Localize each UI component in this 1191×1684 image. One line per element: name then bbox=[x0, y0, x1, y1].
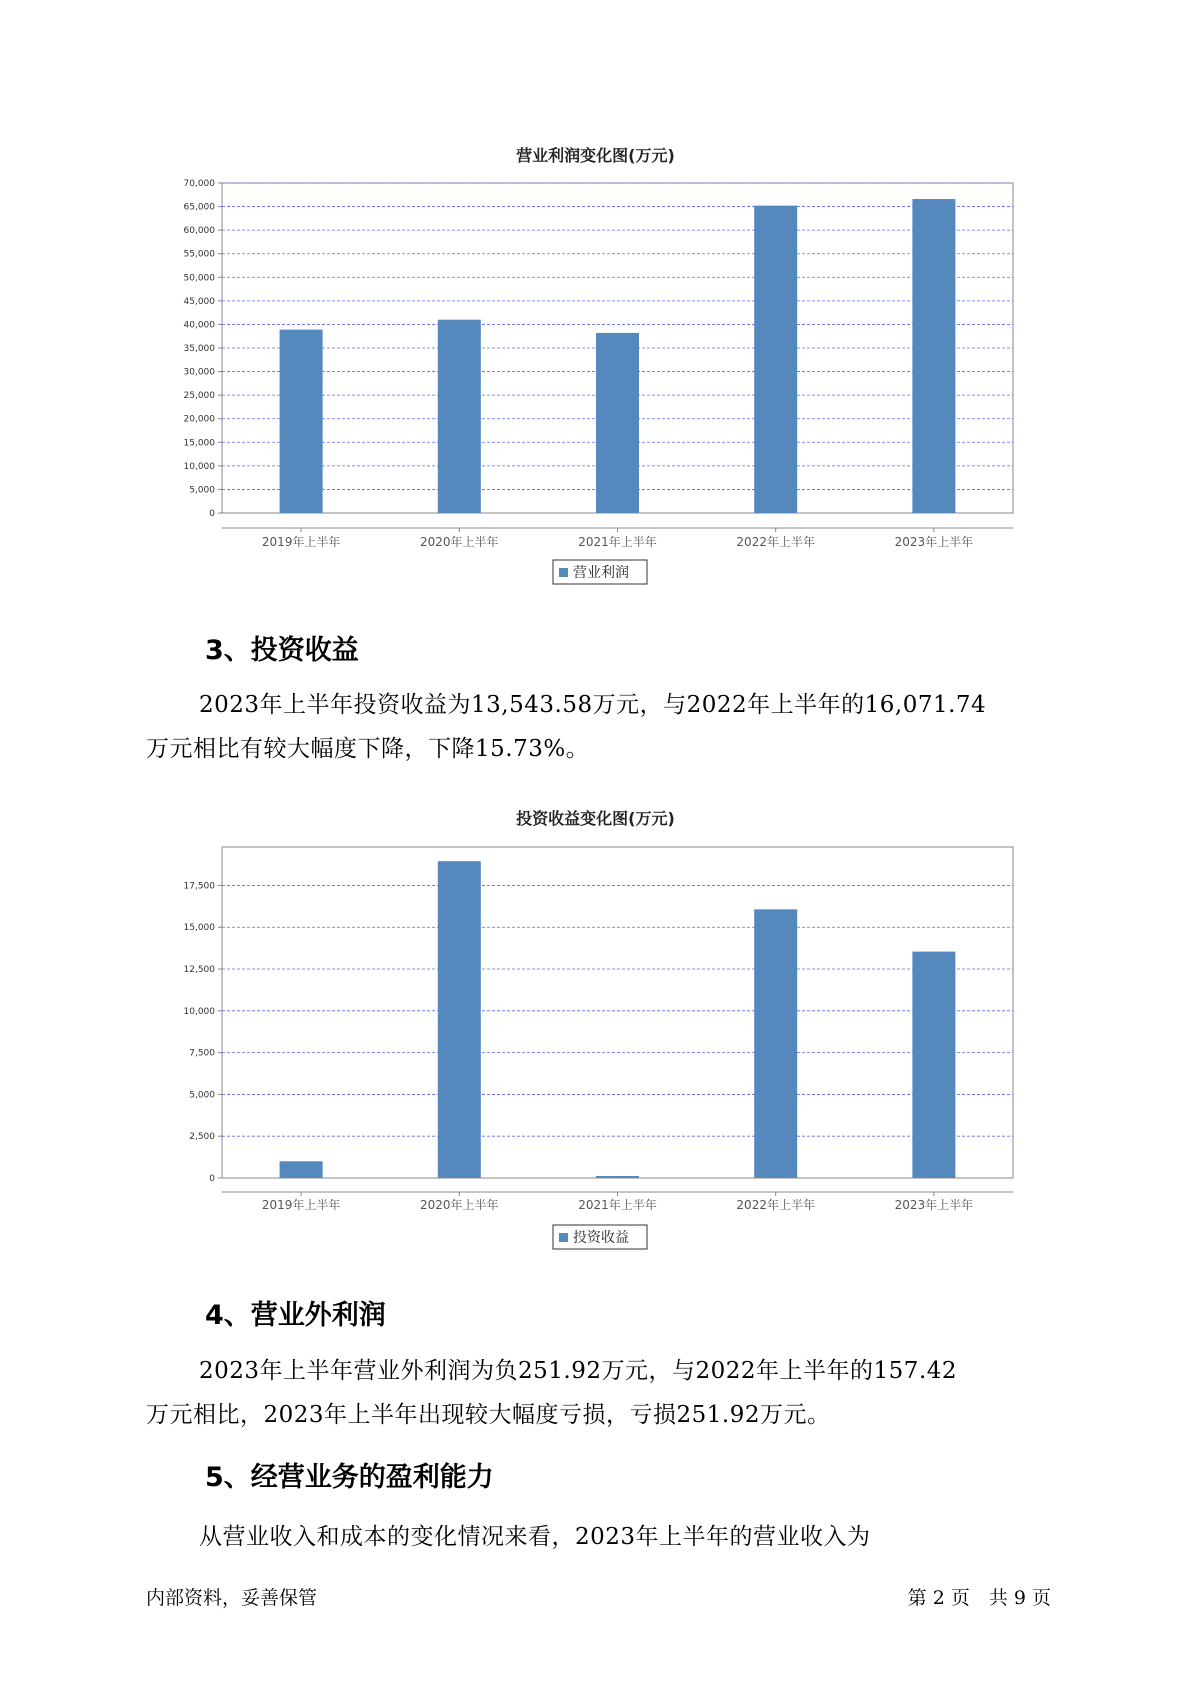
section-3-paragraph bbox=[146, 683, 1076, 771]
chart1-title: 营业利润变化图(万元) bbox=[516, 146, 675, 165]
x-tick-label: 2023年上半年 bbox=[894, 1198, 974, 1212]
y-tick-label: 40,000 bbox=[183, 320, 215, 331]
bar bbox=[438, 320, 481, 513]
bar bbox=[912, 199, 955, 513]
x-tick-label: 2021年上半年 bbox=[578, 535, 657, 549]
bar bbox=[912, 952, 955, 1178]
footer-page-number: 第 2 页 共 9 页 bbox=[907, 1587, 1051, 1609]
x-tick-label: 2022年上半年 bbox=[736, 535, 815, 549]
plot-area bbox=[222, 847, 1013, 1178]
bar bbox=[596, 1176, 639, 1178]
bar bbox=[754, 206, 797, 513]
y-tick-label: 20,000 bbox=[183, 414, 215, 425]
section-4-line-1: 2023年上半年营业外利润为负251.92万元，与2022年上半年的157.42 bbox=[199, 1358, 958, 1384]
section-4-paragraph bbox=[146, 1349, 1076, 1437]
section-5-line-1: 从营业收入和成本的变化情况来看，2023年上半年的营业收入为 bbox=[199, 1524, 871, 1550]
y-tick-label: 2,500 bbox=[189, 1132, 215, 1143]
x-tick-label: 2023年上半年 bbox=[894, 535, 974, 549]
section-5-heading: 5、经营业务的盈利能力 bbox=[205, 1462, 494, 1493]
y-tick-label: 60,000 bbox=[183, 226, 215, 237]
y-tick-label: 30,000 bbox=[183, 367, 215, 378]
y-tick-label: 50,000 bbox=[183, 273, 215, 284]
operating-profit-chart bbox=[0, 170, 1191, 590]
section-4-line-2: 万元相比，2023年上半年出现较大幅度亏损，亏损251.92万元。 bbox=[146, 1402, 831, 1428]
y-tick-label: 35,000 bbox=[183, 344, 215, 354]
bar bbox=[596, 333, 639, 513]
y-tick-label: 70,000 bbox=[183, 179, 215, 189]
legend-swatch bbox=[559, 1233, 568, 1242]
x-tick-label: 2021年上半年 bbox=[578, 1198, 657, 1212]
y-tick-label: 55,000 bbox=[183, 249, 215, 260]
section-3-heading: 3、投资收益 bbox=[205, 635, 359, 666]
y-tick-label: 65,000 bbox=[183, 202, 215, 213]
y-tick-label: 5,000 bbox=[189, 485, 215, 496]
x-tick-label: 2022年上半年 bbox=[736, 1198, 815, 1212]
y-tick-label: 0 bbox=[209, 1174, 215, 1184]
y-tick-label: 12,500 bbox=[183, 965, 215, 976]
section-3-line-1: 2023年上半年投资收益为13,543.58万元，与2022年上半年的16,071.74 bbox=[199, 692, 987, 718]
chart-legend bbox=[553, 560, 647, 584]
chart2-title: 投资收益变化图(万元) bbox=[516, 809, 675, 828]
section-3-line-2: 万元相比有较大幅度下降，下降15.73%。 bbox=[146, 736, 590, 762]
bar bbox=[754, 909, 797, 1178]
section-5-paragraph bbox=[146, 1515, 1076, 1559]
footer-left: 内部资料，妥善保管 bbox=[146, 1587, 318, 1609]
bar bbox=[438, 861, 481, 1178]
y-tick-label: 45,000 bbox=[183, 296, 215, 307]
bar bbox=[280, 1161, 323, 1178]
y-tick-label: 10,000 bbox=[183, 461, 215, 472]
legend-label: 投资收益 bbox=[573, 1230, 629, 1246]
x-tick-label: 2019年上半年 bbox=[261, 1198, 341, 1212]
investment-income-chart bbox=[0, 835, 1191, 1265]
bar bbox=[280, 330, 323, 513]
section-4-heading: 4、营业外利润 bbox=[205, 1300, 386, 1331]
y-tick-label: 10,000 bbox=[183, 1006, 215, 1017]
y-tick-label: 0 bbox=[209, 509, 215, 519]
x-tick-label: 2019年上半年 bbox=[261, 535, 341, 549]
x-tick-label: 2020年上半年 bbox=[420, 535, 499, 549]
y-tick-label: 15,000 bbox=[183, 438, 215, 449]
y-tick-label: 5,000 bbox=[189, 1090, 215, 1101]
y-tick-label: 25,000 bbox=[183, 391, 215, 402]
chart-legend bbox=[553, 1225, 647, 1249]
x-tick-label: 2020年上半年 bbox=[420, 1198, 499, 1212]
legend-swatch bbox=[559, 568, 568, 577]
legend-label: 营业利润 bbox=[573, 565, 629, 581]
y-tick-label: 17,500 bbox=[183, 881, 215, 892]
y-tick-label: 15,000 bbox=[183, 923, 215, 934]
y-tick-label: 7,500 bbox=[189, 1048, 215, 1059]
